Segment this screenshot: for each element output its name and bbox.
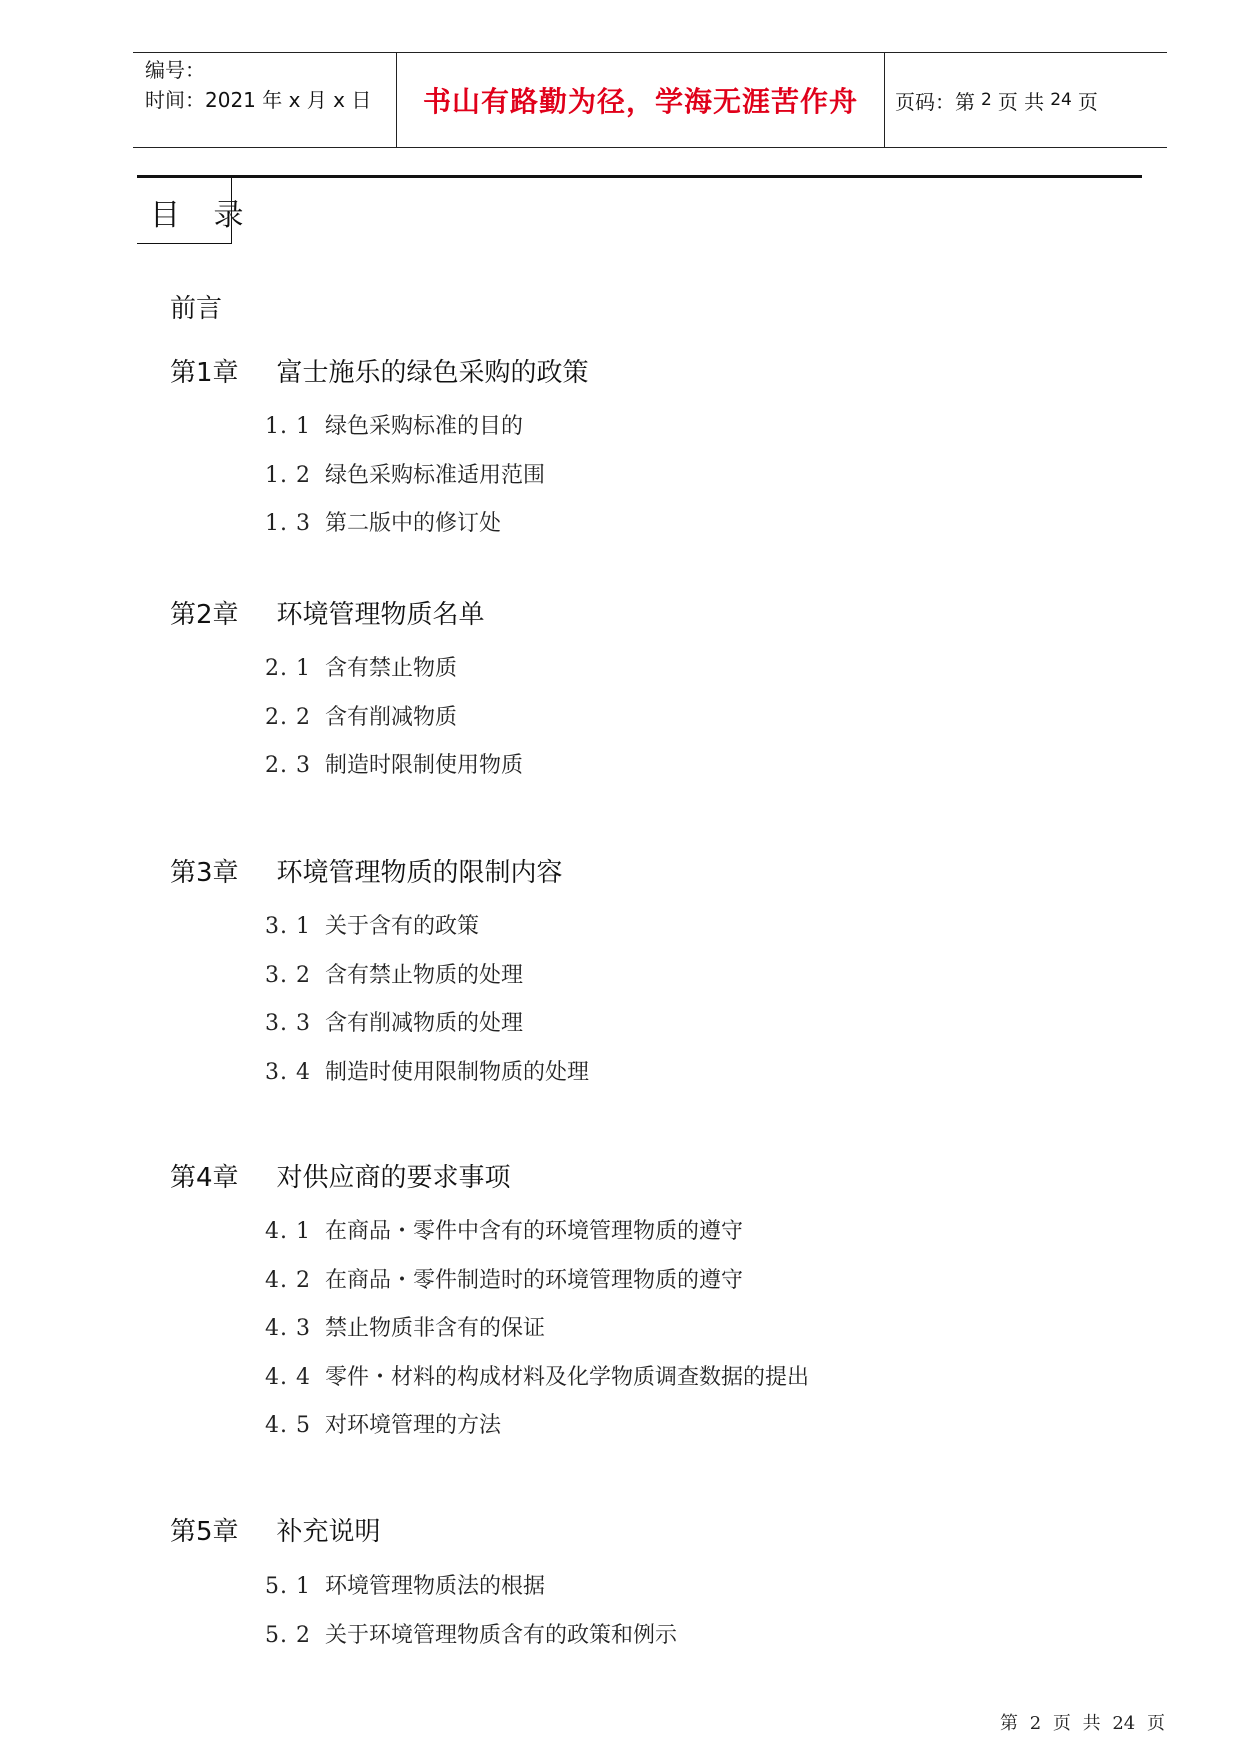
chapter-title: 对供应商的要求事项	[276, 1163, 511, 1193]
toc-section[interactable]	[265, 962, 523, 990]
toc-chapter[interactable]	[170, 358, 589, 388]
toc-section[interactable]	[265, 413, 523, 441]
section-number: 4. 3	[265, 1316, 311, 1341]
code-label: 编号：	[145, 58, 205, 82]
toc-section[interactable]	[265, 1218, 743, 1246]
page-prefix: 页码：第	[895, 89, 975, 114]
section-title: 绿色采购标准适用范围	[325, 463, 546, 488]
toc-section[interactable]	[265, 913, 479, 941]
toc-section[interactable]	[265, 655, 457, 683]
toc-chapter[interactable]	[170, 1163, 511, 1193]
section-number: 1. 2	[265, 463, 311, 488]
section-title: 关于含有的政策	[325, 914, 480, 939]
section-number: 4. 2	[265, 1268, 311, 1293]
toc-section[interactable]	[265, 462, 545, 490]
toc-section[interactable]	[265, 752, 523, 780]
chapter-title: 环境管理物质的限制内容	[276, 858, 563, 888]
section-title: 制造时限制使用物质	[325, 753, 524, 778]
toc-title: 目 录	[150, 198, 256, 233]
section-number: 5. 2	[265, 1623, 311, 1648]
section-number: 3. 1	[265, 914, 311, 939]
section-title: 在商品・零件中含有的环境管理物质的遵守	[325, 1219, 744, 1244]
toc-chapter[interactable]	[170, 858, 563, 888]
chapter-number: 第5章	[170, 1517, 239, 1547]
toc-section[interactable]	[265, 1059, 589, 1087]
toc-section[interactable]	[265, 1315, 545, 1343]
toc-section[interactable]	[265, 1573, 545, 1601]
chapter-title: 补充说明	[276, 1517, 381, 1547]
section-title: 含有禁止物质	[325, 656, 458, 681]
section-title: 零件・材料的构成材料及化学物质调查数据的提出	[325, 1365, 810, 1390]
motto: 书山有路勤为径，学海无涯苦作舟	[422, 85, 858, 118]
section-number: 5. 1	[265, 1574, 311, 1599]
toc-section[interactable]	[265, 1364, 809, 1392]
section-number: 3. 3	[265, 1011, 311, 1036]
page-mid: 页 共	[997, 89, 1045, 114]
chapter-number: 第1章	[170, 358, 239, 388]
toc-chapter[interactable]	[170, 1517, 381, 1547]
section-title: 对环境管理的方法	[325, 1413, 502, 1438]
section-number: 1. 3	[265, 511, 311, 536]
section-title: 含有禁止物质的处理	[325, 963, 524, 988]
chapter-number: 第4章	[170, 1163, 239, 1193]
toc-chapter[interactable]	[170, 600, 485, 630]
toc-section[interactable]	[265, 1010, 523, 1038]
section-title: 环境管理物质法的根据	[325, 1574, 546, 1599]
section-number: 4. 4	[265, 1365, 311, 1390]
section-number: 1. 1	[265, 414, 311, 439]
section-title: 关于环境管理物质含有的政策和例示	[325, 1623, 678, 1648]
toc-preface[interactable]: 前言	[170, 294, 223, 324]
section-number: 4. 5	[265, 1413, 311, 1438]
section-title: 含有削减物质	[325, 705, 458, 730]
section-number: 2. 3	[265, 753, 311, 778]
toc-section[interactable]	[265, 510, 501, 538]
chapter-title: 环境管理物质名单	[276, 600, 485, 630]
chapter-number: 第2章	[170, 600, 239, 630]
toc-section[interactable]	[265, 1622, 677, 1650]
section-number: 2. 1	[265, 656, 311, 681]
page-number: 2	[981, 90, 992, 110]
section-title: 在商品・零件制造时的环境管理物质的遵守	[325, 1268, 744, 1293]
page-total: 24	[1050, 90, 1072, 110]
section-title: 制造时使用限制物质的处理	[325, 1060, 590, 1085]
section-number: 2. 2	[265, 705, 311, 730]
chapter-title: 富士施乐的绿色采购的政策	[276, 358, 589, 388]
section-number: 4. 1	[265, 1219, 311, 1244]
section-number: 3. 2	[265, 963, 311, 988]
date-line: 时间：2021 年 x 月 x 日	[145, 88, 372, 112]
toc-section[interactable]	[265, 704, 457, 732]
toc-section[interactable]	[265, 1412, 501, 1440]
page-suffix: 页	[1077, 89, 1098, 114]
section-title: 绿色采购标准的目的	[325, 414, 524, 439]
toc-section[interactable]	[265, 1267, 743, 1295]
page-footer: 第 2 页 共 24 页	[1000, 1713, 1165, 1734]
section-title: 禁止物质非含有的保证	[325, 1316, 546, 1341]
section-title: 含有削减物质的处理	[325, 1011, 524, 1036]
chapter-number: 第3章	[170, 858, 239, 888]
section-number: 3. 4	[265, 1060, 311, 1085]
section-title: 第二版中的修订处	[325, 511, 502, 536]
